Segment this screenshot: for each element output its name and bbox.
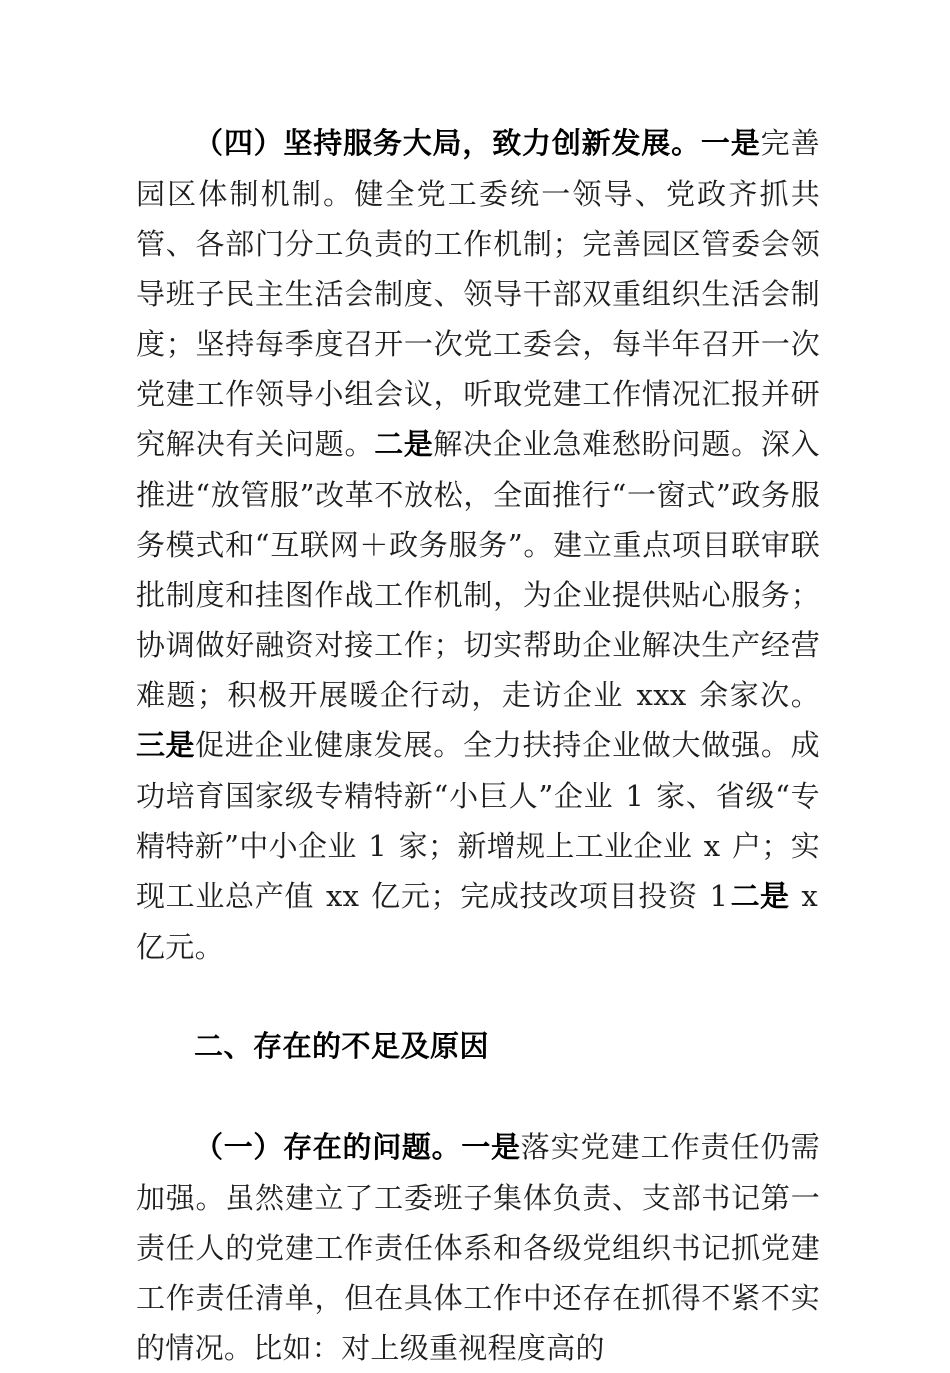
paragraph-section-four — [136, 118, 820, 972]
inline-placeholder-token: x — [801, 879, 818, 913]
inline-placeholder-token: xxx — [636, 678, 687, 712]
inline-placeholder-token: 1 — [625, 779, 645, 813]
lead-in-label: （一）存在的问题。一是 — [194, 1132, 521, 1164]
body-text-run: 落实党建工作责任仍需加强。虽然建立了工委班子集体负责、支部书记第一责任人的党建工作责任体系和各级党组织书记抓党建工作责任清单，但在具体工作中还存在抓得不紧不实的情况。比如：对上级重视程度高的 — [136, 1130, 820, 1365]
inline-placeholder-token: xx — [325, 879, 360, 913]
inline-placeholder-token: 1 — [709, 879, 729, 913]
paragraph-existing-problems — [136, 1122, 820, 1373]
lead-in-label: 二是 — [374, 429, 434, 461]
inline-placeholder-token: x — [703, 829, 721, 863]
body-text-run: x 亿元。 — [136, 879, 818, 964]
document-text-body — [136, 118, 820, 1373]
lead-in-label: 二是 — [730, 881, 790, 913]
heading-gap — [136, 1072, 820, 1122]
body-text-run: 解决企业急难愁盼问题。深入推进“放管服”改革不放松，全面推行“一窗式”政务服务模式和“互联网＋政务服务”。建立重点项目联审联批制度和挂图作战工作机制，为企业提供贴心服务；协调做好融资对接工作；切实帮助企业解决生产经营难题；积极开展暖企行动，走访企业 xxx 余家次。 — [136, 427, 820, 712]
lead-in-label: 三是 — [136, 730, 195, 762]
paragraph-gap — [136, 972, 820, 1022]
heading-section-two: 二、存在的不足及原因 — [194, 1031, 490, 1063]
body-text-run: 促进企业健康发展。全力扶持企业做大做强。成功培育国家级专精特新“小巨人”企业 1 家、省级“专精特新”中小企业 1 家；新增规上工业企业 x 户；实现工业总产值 xx 亿元；完成技改项目投资 1 — [136, 728, 820, 913]
body-text-run: 完善园区体制机制。健全党工委统一领导、党政齐抓共管、各部门分工负责的工作机制；完善园区管委会领导班子民主生活会制度、领导干部双重组织生活会制度；坚持每季度召开一次党工委会，每半年召开一次党建工作领导小组会议，听取党建工作情况汇报并研究解决有关问题。 — [136, 126, 820, 461]
inline-placeholder-token: 1 — [368, 829, 388, 863]
lead-in-label: （四）坚持服务大局，致力创新发展。一是 — [194, 128, 761, 160]
